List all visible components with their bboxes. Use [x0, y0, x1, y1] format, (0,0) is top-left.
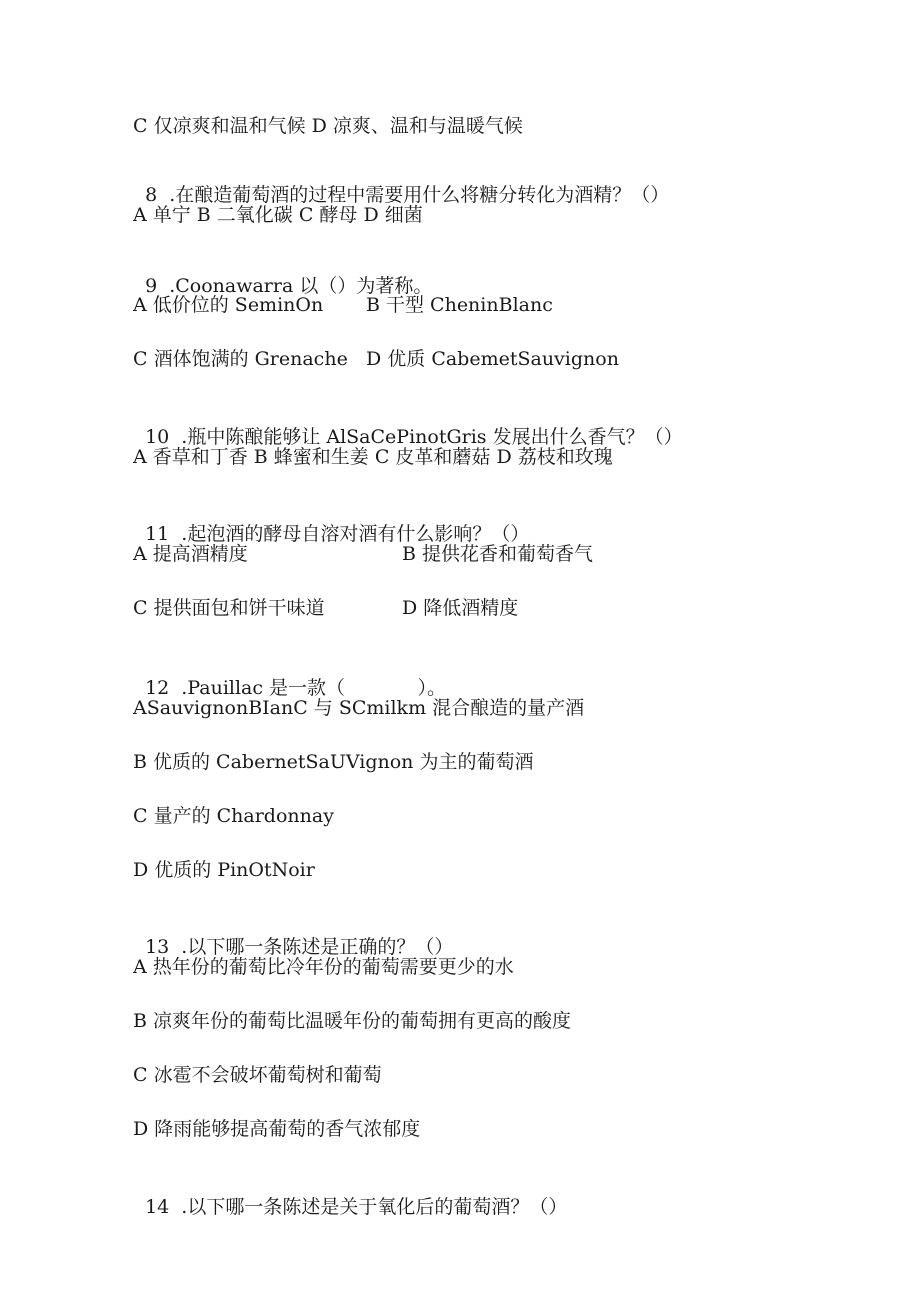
question-8 [133, 159, 669, 207]
question-10 [133, 401, 683, 449]
q9-option-a: A 低价位的 SeminOn [133, 294, 324, 316]
q13-option-d: D 降雨能够提高葡萄的香气浓郁度 [133, 1118, 421, 1140]
question-9 [133, 250, 432, 298]
q9-option-c: C 酒体饱满的 Grenache [133, 348, 348, 370]
question-number: 10 [145, 426, 170, 448]
q11-option-a: A 提高酒精度 [133, 543, 248, 565]
question-11 [133, 498, 529, 546]
q13-option-a: A 热年份的葡萄比冷年份的葡萄需要更少的水 [133, 956, 514, 978]
question-stem: .在酿造葡萄酒的过程中需要用什么将糖分转化为酒精？（） [169, 184, 670, 206]
question-14 [133, 1171, 567, 1219]
question-stem: .Coonawarra 以（）为著称。 [169, 275, 433, 297]
question-number: 8 [145, 184, 158, 206]
question-stem: .Pauillac 是一款（ ）。 [181, 677, 447, 699]
question-stem: .起泡酒的酵母自溶对酒有什么影响？（） [181, 523, 530, 545]
q8-options: A 单宁 B 二氧化碳 C 酵母 D 细菌 [133, 204, 423, 226]
q12-option-a: ASauvignonBIanC 与 SCmilkm 混合酿造的量产酒 [133, 697, 585, 719]
q7-options: C 仅凉爽和温和气候 D 凉爽、温和与温暖气候 [133, 115, 523, 137]
question-number: 13 [145, 936, 170, 958]
question-number: 12 [145, 677, 170, 699]
question-stem: .瓶中陈酿能够让 AlSaCePinotGris 发展出什么香气？（） [181, 426, 683, 448]
question-stem: .以下哪一条陈述是关于氧化后的葡萄酒？（） [181, 1196, 568, 1218]
question-number: 11 [145, 523, 170, 545]
question-number: 9 [145, 275, 158, 297]
question-stem: .以下哪一条陈述是正确的？（） [181, 936, 454, 958]
q13-option-b: B 凉爽年份的葡萄比温暖年份的葡萄拥有更高的酸度 [133, 1010, 572, 1032]
q12-option-c: C 量产的 Chardonnay [133, 805, 334, 827]
q12-option-d: D 优质的 PinOtNoir [133, 859, 315, 881]
question-number: 14 [145, 1196, 170, 1218]
q11-option-b: B 提供花香和葡萄香气 [402, 543, 594, 565]
q11-option-d: D 降低酒精度 [402, 597, 519, 619]
q12-option-b: B 优质的 CabernetSaUVignon 为主的葡萄酒 [133, 751, 534, 773]
question-12 [133, 652, 446, 700]
q11-option-c: C 提供面包和饼干味道 [133, 597, 325, 619]
q9-option-b: B 干型 CheninBlanc [366, 294, 553, 316]
q13-option-c: C 冰雹不会破坏葡萄树和葡萄 [133, 1064, 382, 1086]
q10-options: A 香草和丁香 B 蜂蜜和生姜 C 皮革和蘑菇 D 荔枝和玫瑰 [133, 446, 613, 468]
q9-option-d: D 优质 CabemetSauvignon [366, 348, 619, 370]
question-13 [133, 911, 453, 959]
